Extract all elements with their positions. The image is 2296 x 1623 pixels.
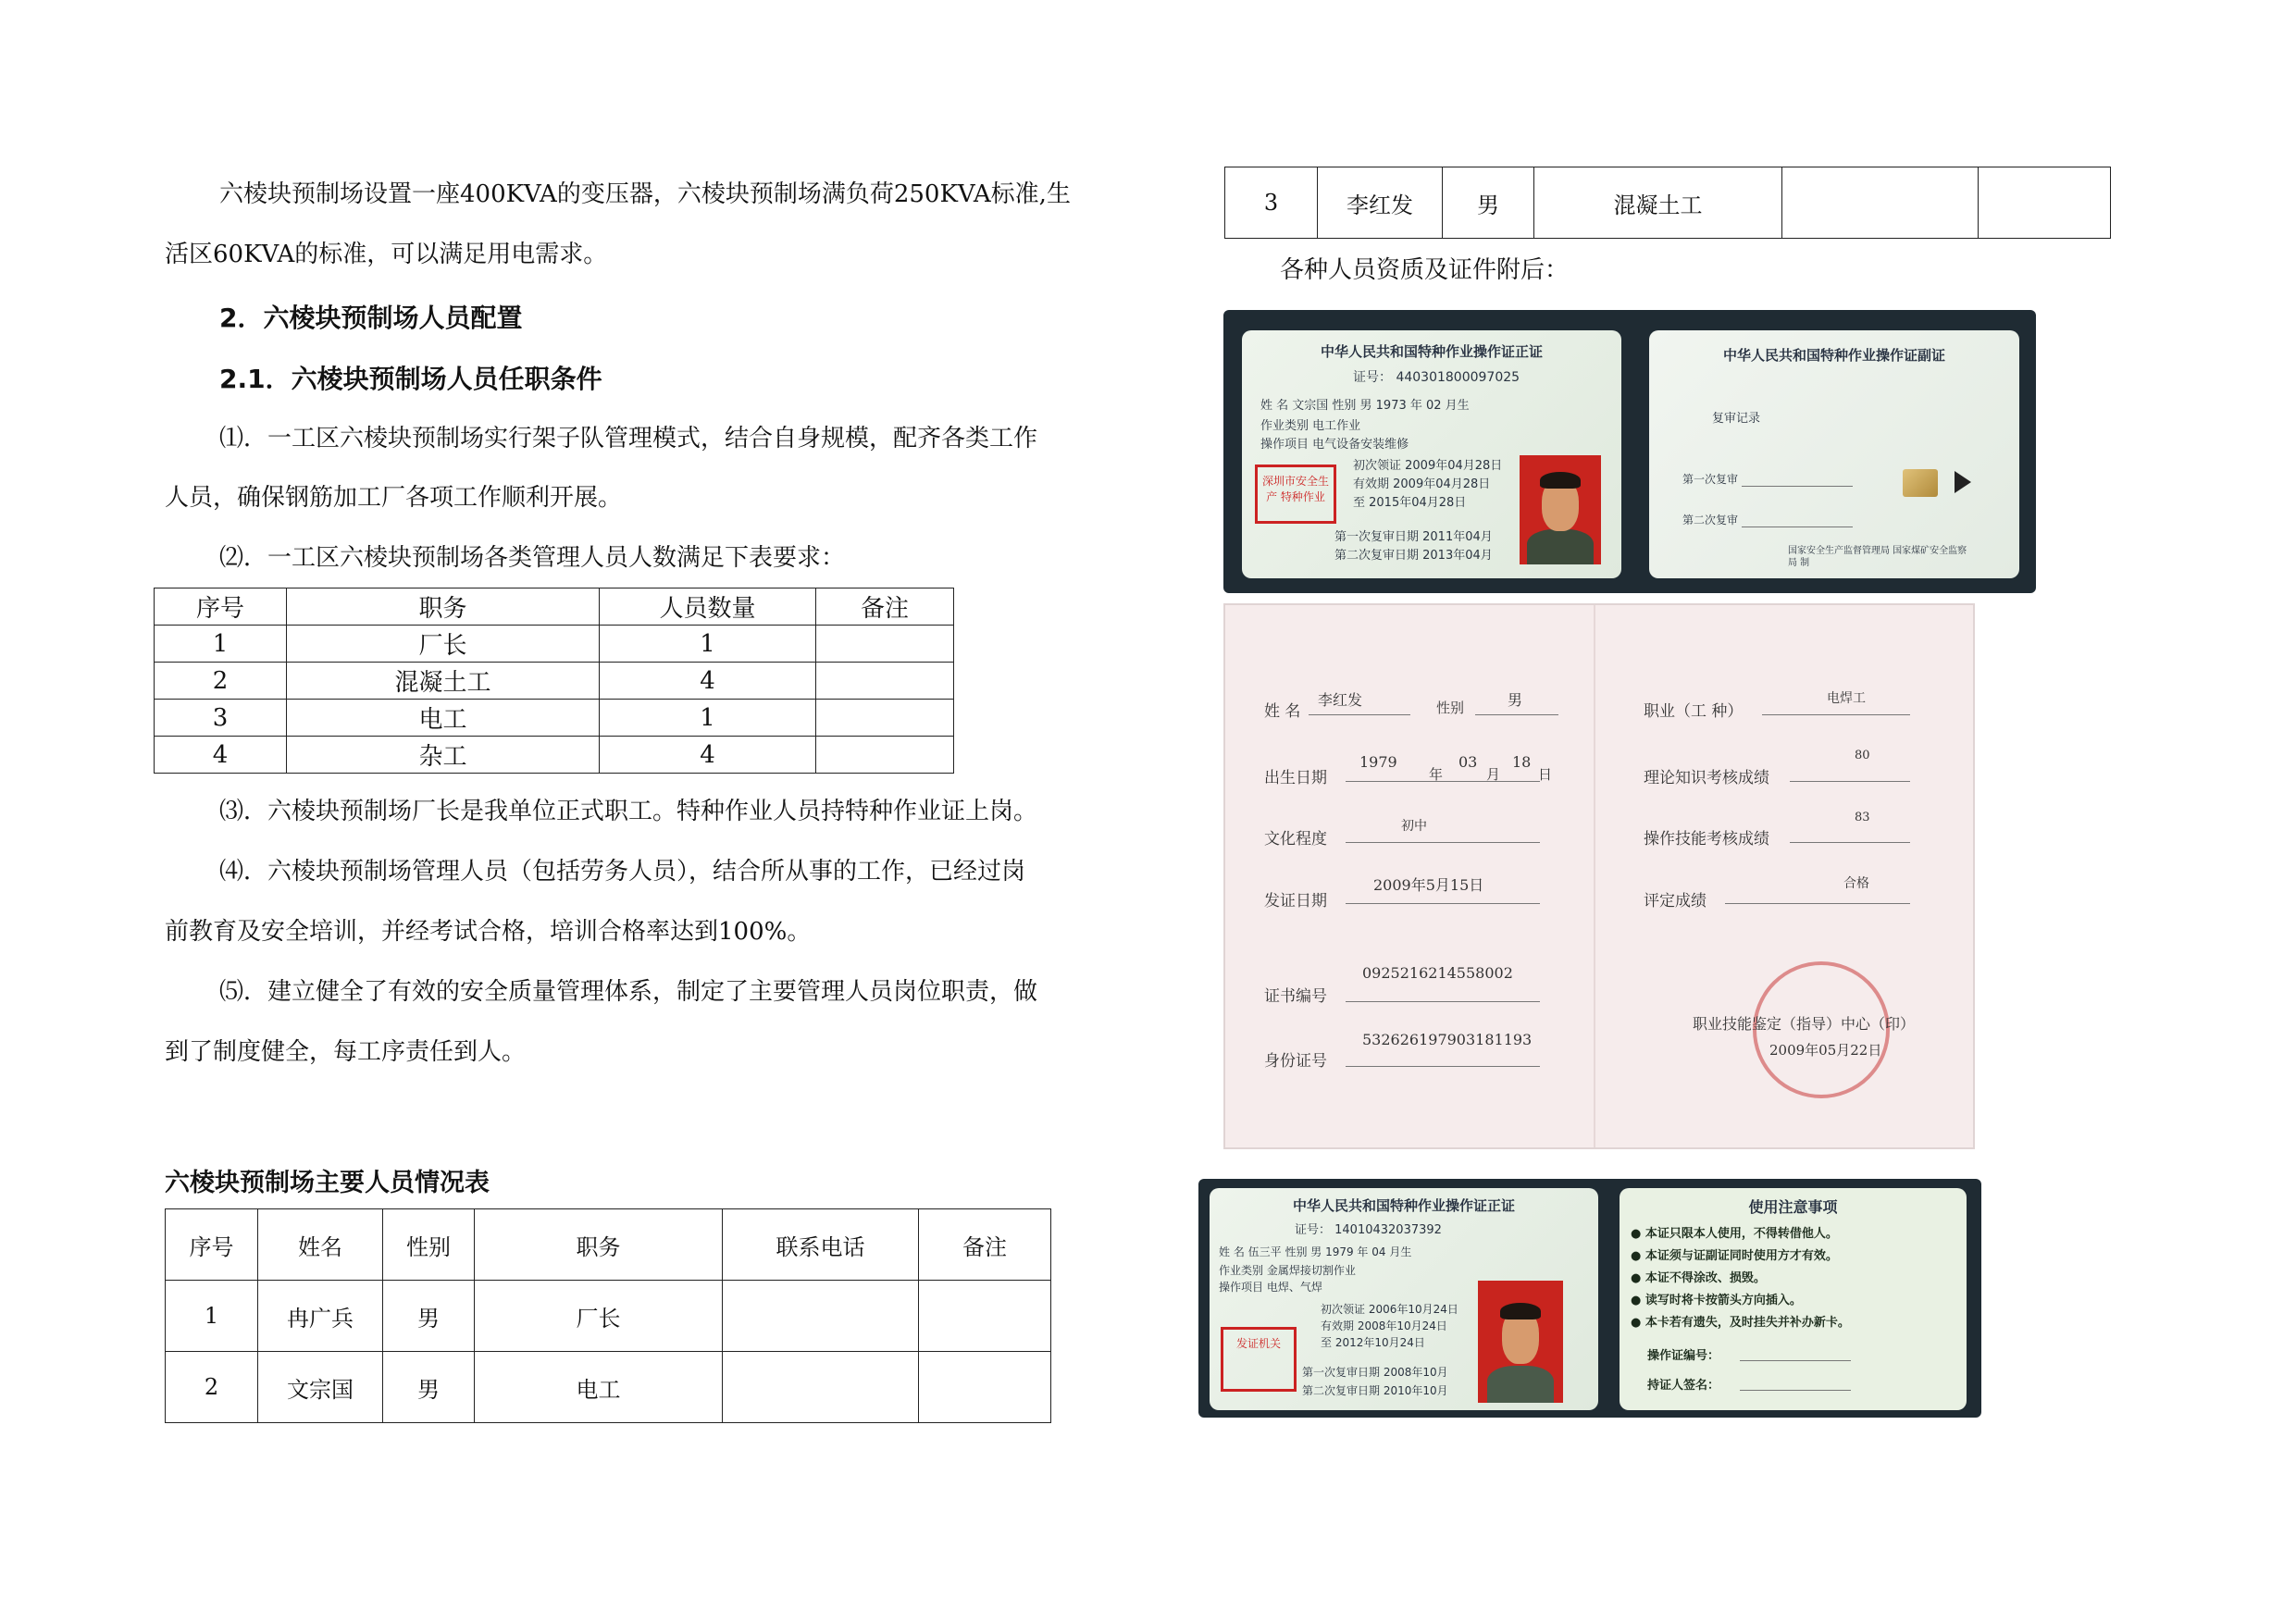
table-cell (1979, 167, 2111, 239)
back-issuer: 国家安全生产监督管理局 国家煤矿安全监察局 制 (1788, 546, 1967, 568)
table-cell: 1 (166, 1281, 258, 1352)
holder-signature-field: 持证人签名： (1647, 1379, 1720, 1393)
issuer-stamp: 深圳市安全生产 特种作业 (1255, 465, 1336, 524)
certificate-number-underline (1740, 1360, 1851, 1361)
table-row (166, 1281, 1051, 1352)
usage-notes-title: 使用注意事项 (1748, 1198, 1838, 1216)
certificate-front-card (1210, 1188, 1598, 1410)
usage-note: ● 本证须与证副证同时使用方才有效。 (1631, 1249, 1838, 1263)
usage-note: ● 本证只限本人使用，不得转借他人。 (1631, 1227, 1838, 1241)
certificate-number-label: 证书编号 (1264, 987, 1327, 1006)
table-cell: 李红发 (1318, 167, 1443, 239)
certificate-back-title: 中华人民共和国特种作业操作证副证 (1722, 347, 1945, 364)
date-line: 有效期 2009年04月28日 (1353, 477, 1491, 491)
month-label: 月 (1486, 766, 1501, 783)
table-cell: 厂长 (475, 1281, 723, 1352)
table-header-cell: 性别 (383, 1209, 475, 1281)
attachment-note: 各种人员资质及证件附后： (1280, 256, 1570, 284)
item-3: ⑶．六棱块预制场厂长是我单位正式职工。特种作业人员持特种作业证上岗。 (219, 798, 1038, 825)
operation-type-line: 作业类别 金属焊接切割作业 (1219, 1264, 1356, 1277)
item-2: ⑵．一工区六棱块预制场各类管理人员人数满足下表要求： (219, 544, 846, 572)
date-line: 初次领证 2009年04月28日 (1353, 459, 1503, 473)
certificate-front-card (1242, 330, 1621, 578)
table-cell: 4 (155, 737, 287, 774)
holder-photo (1478, 1281, 1563, 1403)
certificate-number-underline (1346, 1001, 1540, 1002)
holder-photo (1520, 455, 1601, 564)
item-4-line1: ⑷．六棱块预制场管理人员（包括劳务人员），结合所从事的工作，已经过岗 (219, 858, 1026, 886)
holder-signature-underline (1740, 1390, 1851, 1391)
issue-date-underline (1346, 903, 1540, 904)
sex-label: 性别 (1436, 700, 1465, 716)
theory-score-value: 80 (1855, 749, 1870, 762)
review-date-line: 第二次复审日期 2013年04月 (1334, 549, 1493, 563)
table-cell (816, 737, 954, 774)
birth-label: 出生日期 (1264, 769, 1327, 787)
table-cell (919, 1352, 1051, 1423)
occupation-label: 职业（工 种） (1644, 702, 1744, 721)
table-cell: 男 (1443, 167, 1534, 239)
table-cell: 电工 (475, 1352, 723, 1423)
insert-arrow-icon (1955, 471, 1971, 493)
table-cell: 2 (155, 663, 287, 700)
table-row (155, 700, 954, 737)
usage-note: ● 读写时将卡按箭头方向插入。 (1631, 1294, 1802, 1307)
assessment-center-date: 2009年05月22日 (1769, 1042, 1882, 1059)
table-cell (816, 663, 954, 700)
birth-month: 03 (1458, 753, 1478, 771)
table-cell: 3 (1225, 167, 1318, 239)
main-staff-table-continued (1224, 167, 2111, 239)
name-label: 姓 名 (1264, 702, 1301, 721)
table-cell: 2 (166, 1352, 258, 1423)
table-cell (1782, 167, 1979, 239)
day-label: 日 (1538, 766, 1553, 783)
table-row (155, 626, 954, 663)
table-cell: 文宗国 (258, 1352, 383, 1423)
issue-date-label: 发证日期 (1264, 892, 1327, 911)
id-number-value: 532626197903181193 (1362, 1031, 1533, 1048)
evaluation-underline (1725, 903, 1910, 904)
issuer-stamp: 发证机关 (1221, 1327, 1297, 1392)
occupation-value: 电焊工 (1827, 691, 1866, 706)
evaluation-value: 合格 (1843, 876, 1869, 891)
item-5-line2: 到了制度健全，每工序责任到人。 (165, 1038, 527, 1066)
sex-value: 男 (1508, 691, 1523, 709)
table-cell (723, 1281, 919, 1352)
item-4-line2: 前教育及安全培训，并经考试合格，培训合格率达到100%。 (165, 918, 812, 946)
date-line: 至 2012年10月24日 (1321, 1336, 1425, 1349)
holder-name-line: 姓 名 伍三平 性别 男 1979 年 04 月生 (1219, 1245, 1412, 1258)
table-header-cell: 序号 (155, 588, 287, 626)
first-review-line (1742, 486, 1853, 487)
table-cell: 4 (600, 663, 816, 700)
main-staff-table-title: 六棱块预制场主要人员情况表 (165, 1169, 490, 1197)
table-row (166, 1352, 1051, 1423)
second-review-label: 第二次复审 (1682, 514, 1739, 527)
education-value: 初中 (1401, 819, 1427, 834)
special-operation-certificate-electrician (1223, 310, 2036, 593)
usage-note: ● 本证不得涂改、损毁。 (1631, 1271, 1766, 1285)
table-cell: 4 (600, 737, 816, 774)
table-header-cell: 职务 (475, 1209, 723, 1281)
sex-underline (1475, 714, 1558, 715)
date-line: 有效期 2008年10月24日 (1321, 1319, 1447, 1332)
review-record-label: 复审记录 (1712, 412, 1761, 426)
item-1-line2: 人员，确保钢筋加工厂各项工作顺利开展。 (165, 484, 623, 512)
table-cell (919, 1281, 1051, 1352)
date-line: 至 2015年04月28日 (1353, 496, 1467, 510)
main-staff-table (165, 1208, 1051, 1423)
birth-underline (1346, 781, 1540, 782)
table-header-cell: 备注 (816, 588, 954, 626)
paragraph-transformer-line1: 六棱块预制场设置一座400KVA的变压器，六棱块预制场满负荷250KVA标准,生 (219, 180, 1071, 208)
special-operation-certificate-welder (1198, 1179, 1981, 1418)
theory-score-label: 理论知识考核成绩 (1644, 769, 1769, 787)
first-review-label: 第一次复审 (1682, 473, 1739, 486)
issue-date-value: 2009年5月15日 (1373, 876, 1484, 894)
table-row (1225, 167, 2111, 239)
table-cell (816, 626, 954, 663)
table-cell: 1 (155, 626, 287, 663)
table-header-cell: 人员数量 (600, 588, 816, 626)
table-header-cell: 联系电话 (723, 1209, 919, 1281)
table-cell: 3 (155, 700, 287, 737)
table-cell: 厂长 (287, 626, 600, 663)
table-cell: 1 (600, 700, 816, 737)
operation-item-line: 操作项目 电气设备安装维修 (1260, 438, 1409, 452)
item-5-line1: ⑸．建立健全了有效的安全质量管理体系，制定了主要管理人员岗位职责，做 (219, 978, 1038, 1006)
name-value: 李红发 (1318, 691, 1363, 709)
certificate-number-value: 0925216214558002 (1362, 964, 1513, 982)
table-cell: 男 (383, 1281, 475, 1352)
certificate-back-card (1649, 330, 2019, 578)
table-header-row (155, 588, 954, 626)
vocational-skill-certificate (1223, 603, 1975, 1149)
staffing-requirement-table (154, 588, 954, 774)
education-underline (1346, 842, 1540, 843)
table-header-cell: 姓名 (258, 1209, 383, 1281)
operation-type-line: 作业类别 电工作业 (1260, 419, 1361, 433)
name-underline (1309, 714, 1410, 715)
occupation-underline (1762, 714, 1910, 715)
table-cell: 1 (600, 626, 816, 663)
skill-score-label: 操作技能考核成绩 (1644, 830, 1769, 849)
table-header-row (166, 1209, 1051, 1281)
table-header-cell: 序号 (166, 1209, 258, 1281)
theory-score-underline (1790, 781, 1910, 782)
table-cell: 混凝土工 (1534, 167, 1782, 239)
birth-year: 1979 (1359, 753, 1397, 771)
holder-name-line: 姓 名 文宗国 性别 男 1973 年 02 月生 (1260, 399, 1470, 413)
skill-score-value: 83 (1855, 811, 1870, 824)
review-date-line: 第一次复审日期 2011年04月 (1334, 530, 1493, 544)
ic-chip-icon (1903, 469, 1938, 497)
certificate-front-title: 中华人民共和国特种作业操作证正证 (1292, 1197, 1515, 1214)
year-label: 年 (1429, 766, 1444, 783)
certificate-number: 证号： 14010432037392 (1295, 1223, 1442, 1237)
table-header-cell: 备注 (919, 1209, 1051, 1281)
id-number-label: 身份证号 (1264, 1052, 1327, 1071)
assessment-center: 职业技能鉴定（指导）中心（印） (1693, 1015, 1916, 1033)
review-date-line: 第二次复审日期 2010年10月 (1302, 1384, 1448, 1397)
id-number-underline (1346, 1066, 1540, 1067)
table-cell: 杂工 (287, 737, 600, 774)
birth-day: 18 (1512, 753, 1532, 771)
operation-item-line: 操作项目 电焊、气焊 (1219, 1281, 1322, 1294)
date-line: 初次领证 2006年10月24日 (1321, 1303, 1458, 1316)
certificate-number: 证号： 440301800097025 (1353, 370, 1520, 385)
table-cell: 电工 (287, 700, 600, 737)
table-cell: 冉广兵 (258, 1281, 383, 1352)
table-cell: 男 (383, 1352, 475, 1423)
item-1-line1: ⑴．一工区六棱块预制场实行架子队管理模式，结合自身规模，配齐各类工作 (219, 425, 1038, 452)
paragraph-transformer-line2: 活区60KVA的标准，可以满足用电需求。 (165, 241, 608, 268)
page-fold (1594, 605, 1595, 1147)
certificate-number-field: 操作证编号： (1647, 1349, 1720, 1363)
review-date-line: 第一次复审日期 2008年10月 (1302, 1366, 1448, 1379)
education-label: 文化程度 (1264, 830, 1327, 849)
section-heading-2-1: 2.1．六棱块预制场人员任职条件 (219, 364, 602, 394)
usage-note: ● 本卡若有遗失，及时挂失并补办新卡。 (1631, 1316, 1850, 1330)
table-cell (816, 700, 954, 737)
skill-score-underline (1790, 842, 1910, 843)
table-row (155, 737, 954, 774)
certificate-notes-card (1620, 1188, 1967, 1410)
section-heading-2: 2．六棱块预制场人员配置 (219, 303, 523, 333)
table-row (155, 663, 954, 700)
certificate-front-title: 中华人民共和国特种作业操作证正证 (1320, 343, 1543, 360)
table-cell: 混凝土工 (287, 663, 600, 700)
table-header-cell: 职务 (287, 588, 600, 626)
table-cell (723, 1352, 919, 1423)
evaluation-label: 评定成绩 (1644, 892, 1706, 911)
